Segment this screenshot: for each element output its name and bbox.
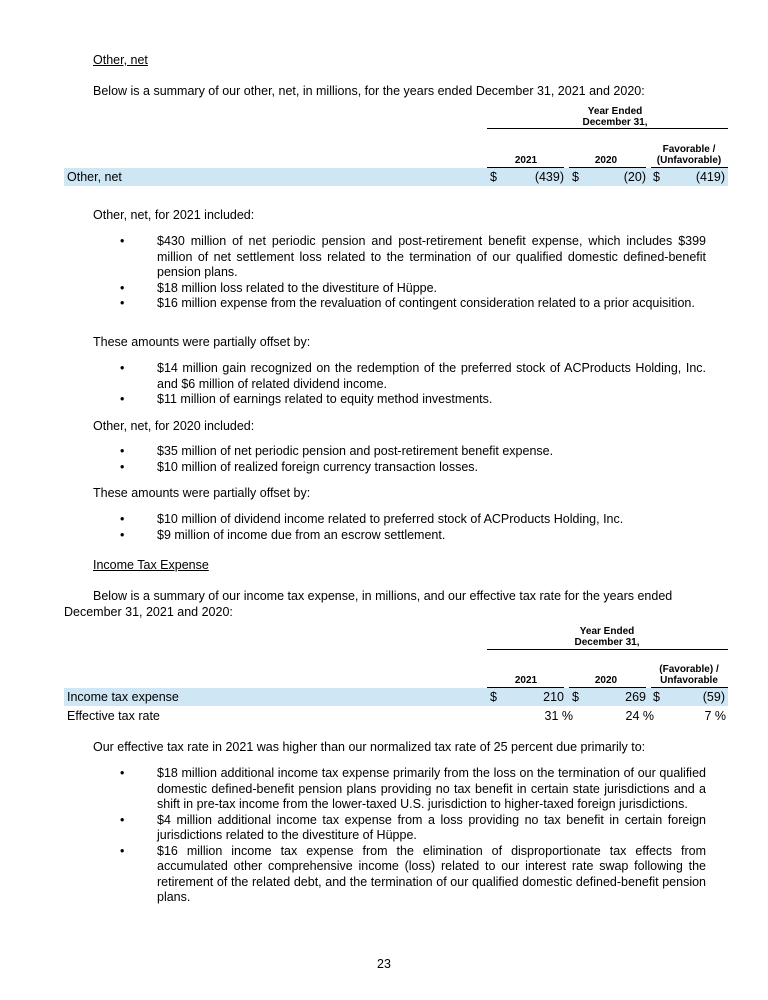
value-2020: (20): [623, 170, 646, 184]
list-item-text: $14 million gain recognized on the redemption of the preferred stock of ACProducts Holding, Inc. and $6 million of related dividend income.: [157, 361, 706, 391]
period-header: [552, 626, 662, 648]
col-header-change-line1: Favorable /: [662, 144, 716, 155]
col-header-2021: 2021: [514, 675, 538, 686]
col-header-change-line2: (Unfavorable): [656, 155, 722, 166]
list-item: [120, 813, 706, 844]
other-net-intro: Below is a summary of our other, net, in millions, for the years ended December 31, 2021 and 2020:: [93, 84, 645, 98]
value-change: (59): [702, 690, 725, 704]
section-heading-other-net: Other, net: [93, 53, 148, 67]
offset-2020-intro: These amounts were partially offset by:: [93, 486, 311, 500]
list-item-text: $16 million expense from the revaluation of contingent consideration related to a prior acquisition.: [157, 296, 695, 310]
list-item-text: $11 million of earnings related to equity method investments.: [157, 392, 493, 406]
period-header-rule: [487, 128, 728, 129]
bullet: •: [120, 459, 125, 474]
list-item-text: $10 million of dividend income related to preferred stock of ACProducts Holding, Inc.: [157, 512, 624, 526]
period-header-line2: December 31,: [574, 637, 640, 648]
col-header-change: [650, 664, 728, 686]
rate-intro: Our effective tax rate in 2021 was higher than our normalized tax rate of 25 percent due primarily to:: [93, 740, 646, 754]
list-item: [120, 361, 706, 392]
bullet: •: [120, 766, 125, 780]
bullet: •: [120, 812, 125, 827]
period-header: [560, 106, 670, 128]
currency-symbol: $: [490, 690, 497, 704]
included-2020-list: [120, 444, 706, 475]
list-item: [120, 512, 706, 528]
bullet: •: [120, 392, 125, 406]
bullet: •: [120, 296, 125, 310]
list-item: [120, 528, 706, 544]
offset-2021-list: [120, 361, 706, 408]
row-label: Income tax expense: [67, 690, 179, 704]
bullet: •: [120, 361, 125, 375]
income-tax-intro: Below is a summary of our income tax expense, in millions, and our effective tax rate for the years ended December 31, 2021 and 2020:: [64, 589, 673, 619]
period-header-line1: Year Ended: [579, 626, 635, 637]
rate-items-list: [120, 766, 706, 906]
value-2021: 31 %: [544, 709, 573, 723]
table-row: [64, 707, 728, 725]
list-item-text: $10 million of realized foreign currency transaction losses.: [157, 459, 478, 474]
period-header-line1: Year Ended: [587, 106, 643, 117]
value-change: 7 %: [704, 709, 726, 723]
list-item-text: $35 million of net periodic pension and post-retirement benefit expense.: [157, 444, 554, 458]
included-2020-intro: Other, net, for 2020 included:: [93, 419, 255, 433]
col-header-change-line2: Unfavorable: [660, 675, 718, 686]
bullet: •: [120, 444, 125, 458]
list-item-text: $9 million of income due from an escrow settlement.: [157, 527, 446, 542]
currency-symbol: $: [653, 690, 660, 704]
value-2021: 210: [543, 690, 564, 704]
currency-symbol: $: [490, 170, 497, 184]
section-heading-income-tax: Income Tax Expense: [93, 558, 209, 572]
list-item-text: $18 million additional income tax expense primarily from the loss on the termination of our qualified domestic defined-benefit pension plans providing no tax benefit in certain state jurisdictions and a shift in pre-tax income from the lower-taxed U.S. jurisdiction to higher-taxed foreign jurisdictions.: [157, 766, 706, 811]
list-item-text: $16 million income tax expense from the elimination of disproportionate tax effects from accumulated other comprehensive income (loss) related to our interest rate swap following the retirement of the related debt, and the termination of our qualified domestic defined-benefit pension plans.: [157, 843, 706, 904]
period-header-rule: [487, 649, 728, 650]
list-item-text: $4 million additional income tax expense from a loss providing no tax benefit in certain foreign jurisdictions related to the divestiture of Hüppe.: [157, 812, 706, 842]
list-item: [120, 392, 706, 408]
col-header-change-line1: (Favorable) /: [659, 664, 719, 675]
included-2021-list: [120, 234, 706, 312]
list-item: [120, 234, 706, 281]
included-2021-intro: Other, net, for 2021 included:: [93, 208, 255, 222]
value-2020: 269: [625, 690, 646, 704]
value-change: (419): [695, 170, 725, 184]
col-header-2020: 2020: [594, 675, 618, 686]
table-row: [64, 688, 728, 706]
bullet: •: [120, 234, 125, 248]
col-header-2020: 2020: [594, 155, 618, 166]
bullet: •: [120, 512, 125, 526]
value-2021: (439): [534, 170, 564, 184]
row-label: Effective tax rate: [67, 709, 160, 723]
list-item-text: $18 million loss related to the divestiture of Hüppe.: [157, 280, 438, 295]
offset-2021-intro: These amounts were partially offset by:: [93, 335, 311, 349]
list-item: [120, 844, 706, 906]
value-2020: 24 %: [625, 709, 654, 723]
offset-2020-list: [120, 512, 706, 543]
bullet: •: [120, 843, 125, 858]
col-header-change: [650, 144, 728, 166]
currency-symbol: $: [572, 170, 579, 184]
bullet: •: [120, 280, 125, 295]
list-item: [120, 281, 706, 297]
list-item: [120, 296, 706, 312]
list-item: [120, 460, 706, 476]
page-number: 23: [377, 957, 391, 971]
list-item: [120, 766, 706, 813]
currency-symbol: $: [572, 690, 579, 704]
bullet: •: [120, 527, 125, 542]
list-item-text: $430 million of net periodic pension and post-retirement benefit expense, which includes $399 million of net settlement loss related to the termination of our qualified domestic defined-benefit pension plans.: [157, 234, 706, 279]
table-row: [64, 168, 728, 186]
col-header-2021: 2021: [514, 155, 538, 166]
currency-symbol: $: [653, 170, 660, 184]
period-header-line2: December 31,: [582, 117, 648, 128]
list-item: [120, 444, 706, 460]
row-label: Other, net: [67, 170, 122, 184]
